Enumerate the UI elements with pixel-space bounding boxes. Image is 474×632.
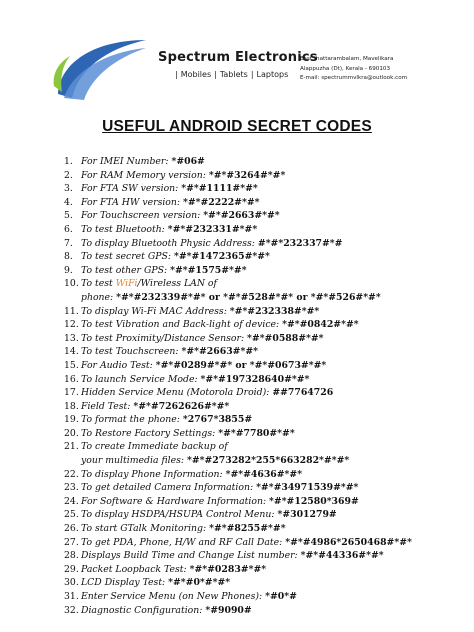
item-label: /Wireless LAN of: [137, 278, 217, 290]
item-label: Hidden Service Menu (Motorola Droid):: [81, 387, 273, 399]
code-item: [64, 386, 464, 400]
code-item-continuation: [64, 454, 464, 468]
tagline-tablets: Tablets: [219, 70, 248, 79]
item-label: Packet Loopback Test:: [81, 563, 190, 575]
item-number: 22.: [64, 468, 79, 480]
secret-code: *#06#: [171, 156, 205, 167]
code-item: [64, 508, 464, 522]
tagline-mobiles: Mobiles: [180, 70, 212, 79]
item-number: 14.: [64, 346, 79, 358]
code-item: [64, 373, 464, 387]
item-number: 16.: [64, 373, 79, 385]
code-item: [64, 590, 464, 604]
secret-code: *#*#1575#*#*: [170, 264, 247, 276]
secret-code: *#*#2663#*#*: [203, 210, 280, 222]
item-label: To display Bluetooth Physic Address:: [81, 237, 258, 249]
code-item-continuation: [64, 291, 464, 305]
item-number: 19.: [64, 414, 79, 426]
secret-code: *#*#0289#*#* or *#*#0673#*#*: [155, 359, 327, 371]
item-label: To display Wi-Fi MAC Address:: [81, 305, 230, 317]
code-item: [64, 468, 464, 482]
secret-code: *#*#2663#*#*: [181, 346, 258, 358]
secret-code: *#*#7262626#*#*: [133, 400, 230, 412]
item-label: To get PDA, Phone, H/W and RF Call Date:: [81, 536, 286, 548]
item-label: Enter Service Menu (on New Phones):: [81, 591, 266, 602]
code-item: [64, 481, 464, 495]
secret-code: *#*#34971539#*#*: [256, 482, 359, 494]
item-label: your multimedia files:: [81, 455, 187, 467]
item-number: 2.: [64, 169, 73, 181]
code-item: [64, 576, 464, 590]
item-label: For FTA SW version:: [81, 183, 182, 195]
item-label: To test Proximity/Distance Sensor:: [81, 332, 248, 344]
secret-code: *#*#8255#*#*: [209, 523, 286, 535]
code-item: [64, 305, 464, 319]
code-item: [64, 318, 464, 332]
item-number: 1.: [64, 156, 73, 167]
secret-code: *#*#3264#*#*: [208, 169, 286, 181]
item-label: To start GTalk Monitoring:: [81, 523, 210, 535]
item-label: To launch Service Mode:: [81, 373, 201, 385]
code-item: [64, 277, 464, 291]
secret-code: *#*#0588#*#*: [247, 332, 324, 344]
item-label: For Audio Test:: [81, 359, 156, 371]
item-number: 3.: [64, 183, 73, 195]
code-item: [64, 182, 464, 196]
code-item: [64, 223, 464, 237]
item-number: 15.: [64, 359, 79, 371]
code-item: [64, 359, 464, 373]
secret-code: *#*#232338#*#*: [229, 305, 320, 317]
item-number: 4.: [64, 196, 73, 208]
secret-code: *#*#4636#*#*: [225, 468, 303, 480]
company-address: [300, 55, 470, 84]
item-number: 28.: [64, 550, 79, 562]
address-email: E-mail: spectrummvlkra@outlook.com: [300, 75, 408, 81]
secret-code: *#*#2222#*#*: [182, 196, 260, 208]
secret-code: *#0*#: [265, 591, 297, 602]
code-item: [64, 237, 464, 251]
item-number: 32.: [64, 604, 79, 616]
address-line: East thattarambalam, Mavelikara: [300, 56, 394, 62]
item-number: 12.: [64, 319, 79, 331]
item-number: 25.: [64, 509, 79, 521]
code-item: [64, 155, 464, 169]
item-label: To test: [81, 278, 116, 290]
secret-code: *#*#0283#*#*: [189, 563, 267, 575]
code-item: [64, 413, 464, 427]
item-label: For IMEI Number:: [81, 156, 172, 167]
item-number: 9.: [64, 264, 73, 276]
item-label: For RAM Memory version:: [81, 169, 209, 181]
wifi-word: WiFi: [115, 278, 138, 290]
item-number: 21.: [64, 441, 79, 453]
secret-code: #*#*232337#*#: [257, 237, 343, 249]
spectrum-logo-icon: [50, 32, 150, 102]
code-item: [64, 495, 464, 509]
item-label: To test secret GPS:: [81, 251, 174, 263]
code-item: [64, 536, 464, 550]
item-label: Field Test:: [81, 400, 134, 412]
item-label: To test Touchscreen:: [81, 346, 182, 358]
secret-code: *#*#1111#*#*: [181, 183, 258, 195]
company-name: Spectrum Electronics: [158, 50, 318, 65]
page-title: USEFUL ANDROID SECRET CODES: [102, 118, 372, 135]
item-label: Diagnostic Configuration:: [81, 604, 206, 616]
item-number: 18.: [64, 400, 79, 412]
item-label: Displays Build Time and Change List number:: [81, 550, 301, 562]
secret-code: *#*#0*#*#*: [168, 577, 231, 589]
letterhead: [0, 0, 474, 110]
code-item: [64, 196, 464, 210]
tagline-laptops: Laptops: [256, 70, 289, 79]
item-number: 17.: [64, 387, 79, 399]
item-label: To get detailed Camera Information:: [81, 482, 257, 494]
item-number: 26.: [64, 523, 79, 535]
secret-code: *#*#197328640#*#*: [200, 373, 310, 385]
item-label: To test Vibration and Back-light of device:: [81, 319, 283, 331]
code-item: [64, 563, 464, 577]
item-number: 13.: [64, 332, 79, 344]
item-label: To display HSDPA/HSUPA Control Menu:: [81, 509, 278, 521]
brand-block: [158, 50, 318, 79]
secret-code: *#*#1472365#*#*: [174, 251, 270, 263]
item-label: phone:: [81, 291, 117, 303]
code-item: [64, 440, 464, 454]
code-item: [64, 400, 464, 414]
item-number: 5.: [64, 210, 73, 222]
secret-code: *#9090#: [205, 604, 252, 616]
item-label: To test Bluetooth:: [81, 223, 168, 235]
secret-code-list: [64, 155, 464, 617]
item-number: 24.: [64, 495, 79, 507]
item-number: 20.: [64, 427, 79, 439]
code-item: [64, 209, 464, 223]
item-number: 29.: [64, 563, 79, 575]
item-label: For Software & Hardware Information:: [81, 495, 270, 507]
code-item: [64, 427, 464, 441]
secret-code: *#*#4986*2650468#*#*: [285, 536, 412, 548]
secret-code: *#*#273282*255*663282*#*#*: [187, 455, 350, 467]
secret-code: *#*#0842#*#*: [282, 319, 359, 331]
address-line: Alappuzha (Dt), Kerala - 690103: [300, 65, 391, 72]
item-number: 10.: [64, 278, 79, 290]
code-item: [64, 549, 464, 563]
secret-code: *2767*3855#: [182, 414, 253, 426]
code-item: [64, 345, 464, 359]
secret-code: *#*#232331#*#*: [167, 223, 258, 235]
code-item: [64, 169, 464, 183]
item-number: 6.: [64, 223, 73, 235]
code-item: [64, 332, 464, 346]
code-item: [64, 604, 464, 618]
item-number: 30.: [64, 577, 79, 589]
code-item: [64, 250, 464, 264]
item-number: 7.: [64, 237, 73, 249]
item-label: To Restore Factory Settings:: [81, 427, 219, 439]
item-label: To test other GPS:: [81, 264, 171, 276]
item-number: 31.: [64, 591, 79, 602]
item-number: 23.: [64, 482, 79, 494]
secret-code: *#301279#: [277, 509, 337, 521]
secret-code: *#*#7780#*#*: [218, 427, 295, 439]
item-label: LCD Display Test:: [81, 577, 169, 589]
code-item: [64, 264, 464, 278]
code-item: [64, 522, 464, 536]
item-label: For FTA HW version:: [81, 196, 183, 208]
item-label: To display Phone Information:: [81, 468, 226, 480]
secret-code: *#*#232339#*#* or *#*#528#*#* or *#*#526#*#*: [116, 291, 381, 303]
secret-code: ##7764726: [272, 387, 334, 399]
item-number: 8.: [64, 251, 73, 263]
item-label: For Touchscreen version:: [81, 210, 204, 222]
item-label: To create Immediate backup of: [81, 441, 228, 453]
secret-code: *#*#44336#*#*: [300, 550, 384, 562]
secret-code: *#*#12580*369#: [269, 495, 359, 507]
company-tagline: | Mobiles | Tablets | Laptops: [175, 70, 289, 79]
item-label: To format the phone:: [81, 414, 183, 426]
item-number: 27.: [64, 536, 79, 548]
item-number: 11.: [64, 305, 79, 317]
